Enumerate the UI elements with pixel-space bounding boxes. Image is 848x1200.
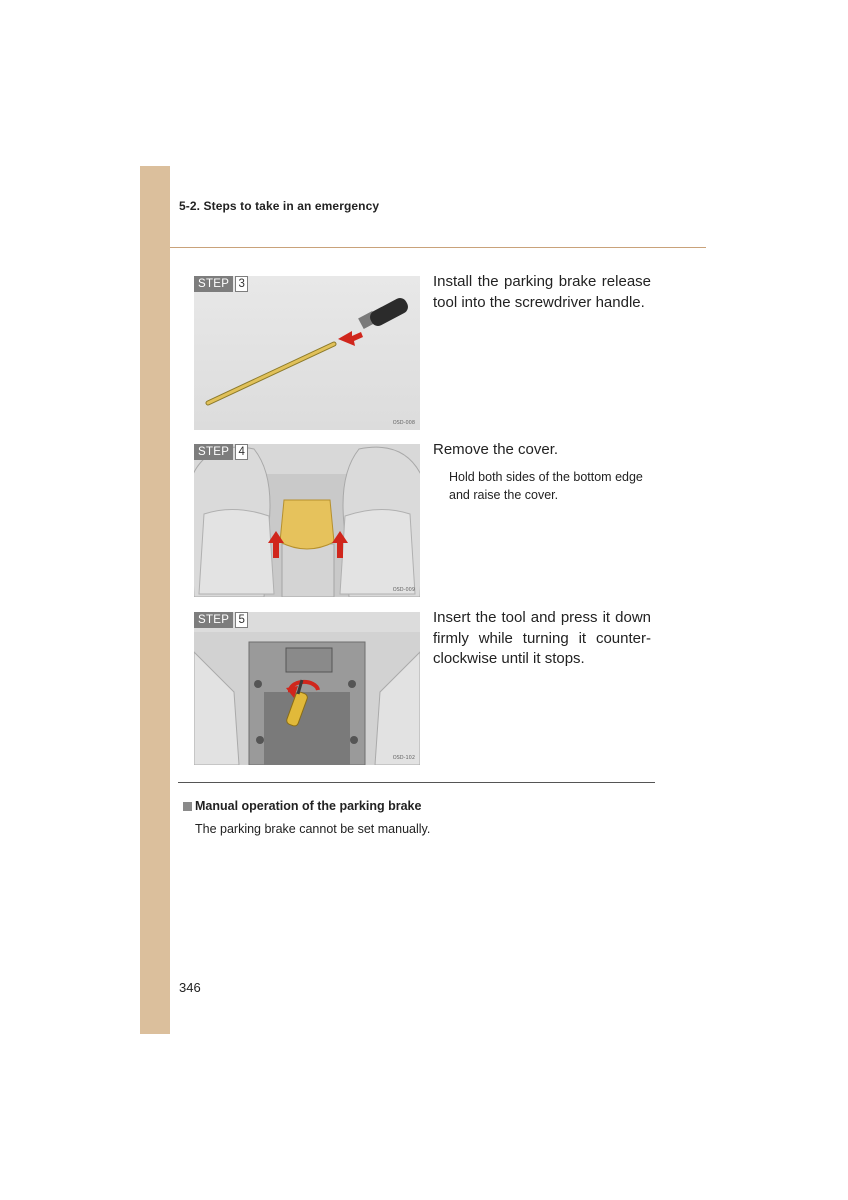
bullet-square-icon (183, 802, 192, 811)
note-body: The parking brake cannot be set manually. (195, 822, 431, 836)
figure-step-3 (194, 276, 420, 430)
section-divider (178, 782, 655, 783)
figure-step-4 (194, 444, 420, 597)
step-badge: STEP 3 (194, 276, 248, 292)
step-5-text: Insert the tool and press it down firmly while turning it counter-clockwise until it stops. (433, 609, 651, 667)
page-number: 346 (179, 980, 201, 995)
header-rule (170, 247, 706, 248)
figure-code: OSD-102 (392, 755, 415, 761)
section-header: 5-2. Steps to take in an emergency (179, 199, 380, 213)
tool-insertion-illustration (194, 612, 420, 765)
note-title: Manual operation of the parking brake (183, 799, 421, 813)
step-4-text: Remove the cover. (433, 441, 559, 458)
screwdriver-illustration (194, 276, 420, 430)
step-badge: STEP 5 (194, 612, 248, 628)
figure-code: OSD-009 (392, 587, 415, 593)
step-3-text: Install the parking brake release tool into the screwdriver handle. (433, 273, 651, 311)
chapter-side-tab (140, 166, 170, 1034)
step-badge: STEP 4 (194, 444, 248, 460)
figure-step-5 (194, 612, 420, 765)
step-4-subtext: Hold both sides of the bottom edge and raise the cover. (449, 470, 643, 502)
center-console-cover-illustration (194, 444, 420, 597)
figure-code: OSD-008 (392, 420, 415, 426)
console-cover (280, 500, 334, 549)
